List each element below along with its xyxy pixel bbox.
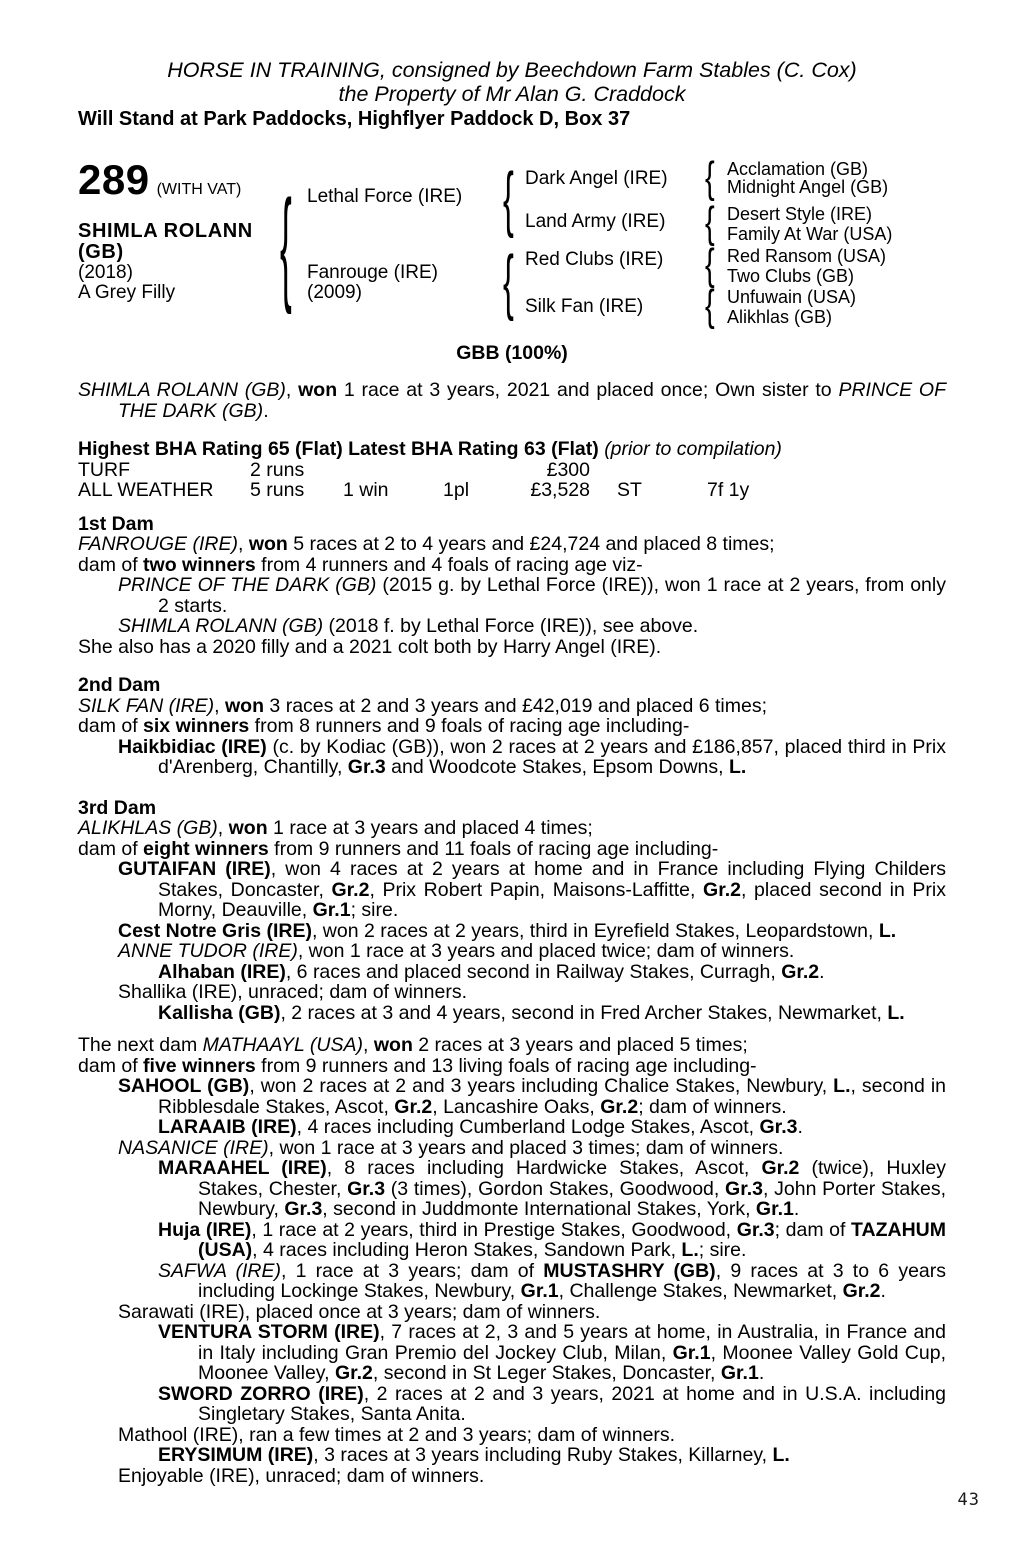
next-dam-section [78, 1035, 946, 1486]
great-grandparent-8: Alikhlas (GB) [727, 307, 833, 327]
dam-record: The next dam MATHAAYL (USA), won 2 races at 3 years and placed 5 times; [78, 1034, 748, 1056]
page-number: 43 [957, 1490, 980, 1510]
pedigree-brace-main: { [280, 174, 292, 315]
entry-maraahel: MARAAHEL (IRE), 8 races including Hardwicke Stakes, Ascot, Gr.2 (twice), Huxley Stakes, Chester, Gr.3 (3 times), Gordon Stakes, Goodwood, Gr.3, John Porter Stakes, Newbury, Gr.3, second in Juddmonte International Stakes, York, Gr.1. [158, 1157, 947, 1220]
pedigree-brace-gg-3: { [705, 240, 715, 289]
distance-value: 7f 1y [707, 479, 750, 501]
produce-summary: dam of six winners from 8 runners and 9 foals of racing age including- [78, 715, 690, 737]
race-record-summary: SHIMLA ROLANN (GB), won 1 race at 3 years, 2021 and placed once; Own sister to PRINCE OF THE DARK (GB). [78, 379, 946, 422]
ratings-row-all-weather [78, 480, 946, 501]
surface-label: ALL WEATHER [78, 479, 214, 501]
entry-shimla-rolann: SHIMLA ROLANN (GB) (2018 f. by Lethal Force (IRE)), see above. [118, 615, 699, 637]
entry-erysimum: ERYSIMUM (IRE), 3 races at 3 years including Ruby Stakes, Killarney, L. [158, 1444, 790, 1466]
maternal-granddam: Silk Fan (IRE) [525, 296, 644, 317]
ratings-row-turf [78, 460, 946, 481]
pedigree-brace-gg-1: { [705, 153, 715, 202]
vat-note: (WITH VAT) [156, 181, 242, 198]
entry-enjoyable: Enjoyable (IRE), unraced; dam of winners. [118, 1464, 485, 1487]
produce-summary: dam of eight winners from 9 runners and 11 foals of racing age including- [78, 837, 719, 860]
second-dam-section [78, 675, 946, 778]
paternal-granddam: Land Army (IRE) [525, 211, 666, 232]
paternal-grandsire: Dark Angel (IRE) [525, 168, 668, 189]
bha-rating-heading: Highest BHA Rating 65 (Flat) Latest BHA Rating 63 (Flat) (prior to compilation) [78, 438, 782, 460]
great-grandparent-4: Family At War (USA) [727, 224, 893, 244]
maternal-grandsire: Red Clubs (IRE) [525, 249, 664, 270]
entry-nasanice: NASANICE (IRE), won 1 race at 3 years and placed 3 times; dam of winners. [118, 1136, 784, 1159]
property-line: the Property of Mr Alan G. Craddock [338, 82, 686, 106]
great-grandparent-3: Desert Style (IRE) [727, 204, 873, 224]
dam-record: ALIKHLAS (GB), won 1 race at 3 years and placed 4 times; [78, 817, 593, 839]
great-grandparent-1: Acclamation (GB) [727, 159, 869, 179]
entry-ventura-storm: VENTURA STORM (IRE), 7 races at 2, 3 and 5 years at home, in Australia, in France and in Italy including Gran Premio del Jockey Club, Milan, Gr.1, Moonee Valley Gold Cup, Moonee Valley, Gr.2, second in St Leger Stakes, Doncaster, Gr.1. [158, 1321, 946, 1384]
gbb-eligibility: GBB (100%) [456, 342, 568, 364]
entry-anne-tudor: ANNE TUDOR (IRE), won 1 race at 3 years and placed twice; dam of winners. [118, 940, 795, 962]
great-grandparent-7: Unfuwain (USA) [727, 287, 857, 307]
pedigree-brace-sire: { [503, 159, 514, 239]
entry-huja: Huja (IRE), 1 race at 2 years, third in Prestige Stakes, Goodwood, Gr.3; dam of TAZAHUM (USA), 4 races including Heron Stakes, Sandown Park, L.; sire. [158, 1218, 946, 1261]
entry-shallika: Shallika (IRE), unraced; dam of winners. [118, 981, 467, 1003]
bha-ratings [78, 439, 946, 501]
lot-line [78, 156, 241, 204]
dam-record: SILK FAN (IRE), won 3 races at 2 and 3 years and £42,019 and placed 6 times; [78, 694, 768, 717]
additional-produce-note: She also has a 2020 filly and a 2021 colt both by Harry Angel (IRE). [78, 635, 662, 658]
produce-summary: dam of five winners from 9 runners and 13 living foals of racing age including- [78, 1054, 757, 1077]
entry-gutaifan: GUTAIFAN (IRE), won 4 races at 2 years at home and in France including Flying Childers Stakes, Doncaster, Gr.2, Prix Robert Papin, Maisons-Laffitte, Gr.2, placed second in Prix Morny, Deauville, Gr.1; sire. [118, 858, 946, 921]
entry-kallisha: Kallisha (GB), 2 races at 3 and 4 years, second in Fred Archer Stakes, Newmarket, L. [158, 1001, 905, 1024]
runs-value: 5 runs [250, 479, 305, 501]
great-grandparent-2: Midnight Angel (GB) [727, 177, 889, 197]
horse-name-suffix: (GB) [78, 241, 124, 263]
places-value [443, 460, 528, 481]
great-grandparent-6: Two Clubs (GB) [727, 266, 855, 286]
horse-colour-sex: A Grey Filly [78, 282, 176, 303]
entry-prince-of-the-dark: PRINCE OF THE DARK (GB) (2015 g. by Lethal Force (IRE)), won 1 race at 2 years, from only 2 starts. [118, 574, 946, 617]
dam-name: Fanrouge (IRE) [307, 262, 438, 283]
stand-location-line: Will Stand at Park Paddocks, Highflyer Paddock D, Box 37 [78, 108, 631, 130]
going-value [590, 460, 707, 481]
sire-name: Lethal Force (IRE) [307, 186, 463, 207]
entry-laraaib: LARAAIB (IRE), 4 races including Cumberland Lodge Stakes, Ascot, Gr.3. [158, 1116, 803, 1138]
earnings-value: £3,528 [530, 479, 590, 501]
pedigree-table [78, 154, 946, 336]
wins-value [343, 460, 443, 481]
section-heading: 2nd Dam [78, 674, 161, 696]
entry-sword-zorro: SWORD ZORRO (IRE), 2 races at 2 and 3 years, 2021 at home and in U.S.A. including Singletary Stakes, Santa Anita. [158, 1382, 947, 1425]
earnings-value: £300 [546, 458, 590, 481]
pedigree-brace-gg-2: { [705, 198, 715, 247]
pedigree-brace-dam: { [503, 242, 514, 322]
horse-name: SHIMLA ROLANN [78, 220, 253, 242]
surface-label: TURF [78, 458, 130, 481]
entry-sahool: SAHOOL (GB), won 2 races at 2 and 3 years including Chalice Stakes, Newbury, L., second in Ribblesdale Stakes, Ascot, Gr.2, Lancashire Oaks, Gr.2; dam of winners. [118, 1075, 946, 1118]
first-dam-section [78, 514, 946, 658]
entry-cest-notre-gris: Cest Notre Gris (IRE), won 2 races at 2 years, third in Eyrefield Stakes, Leopardstown, L. [118, 919, 897, 942]
pedigree-brace-gg-4: { [705, 281, 715, 330]
going-value: ST [617, 479, 642, 501]
entry-haikbidiac: Haikbidiac (IRE) (c. by Kodiac (GB)), won 2 races at 2 years and £186,857, placed third in Prix d'Arenberg, Chantilly, Gr.3 and Woodcote Stakes, Epsom Downs, L. [118, 735, 946, 778]
third-dam-section [78, 798, 946, 1024]
dam-year: (2009) [307, 282, 362, 303]
produce-summary: dam of two winners from 4 runners and 4 foals of racing age viz- [78, 553, 643, 576]
lot-number: 289 [78, 156, 150, 203]
entry-safwa: SAFWA (IRE), 1 race at 3 years; dam of MUSTASHRY (GB), 9 races at 3 to 6 years including Lockinge Stakes, Newbury, Gr.1, Challenge Stakes, Newmarket, Gr.2. [158, 1259, 946, 1302]
runs-value: 2 runs [250, 458, 305, 481]
great-grandparent-5: Red Ransom (USA) [727, 246, 887, 266]
section-heading: 1st Dam [78, 512, 154, 535]
dam-record: FANROUGE (IRE), won 5 races at 2 to 4 years and £24,724 and placed 8 times; [78, 533, 775, 555]
entry-sarawati: Sarawati (IRE), placed once at 3 years; dam of winners. [118, 1300, 601, 1323]
foaling-year: (2018) [78, 262, 133, 283]
wins-value: 1 win [343, 479, 389, 501]
consignor-line: HORSE IN TRAINING, consigned by Beechdown Farm Stables (C. Cox) [167, 58, 857, 82]
places-value: 1pl [443, 479, 470, 501]
entry-alhaban: Alhaban (IRE), 6 races and placed second in Railway Stakes, Curragh, Gr.2. [158, 960, 825, 983]
section-heading: 3rd Dam [78, 796, 157, 819]
entry-mathool: Mathool (IRE), ran a few times at 2 and 3 years; dam of winners. [118, 1423, 676, 1446]
